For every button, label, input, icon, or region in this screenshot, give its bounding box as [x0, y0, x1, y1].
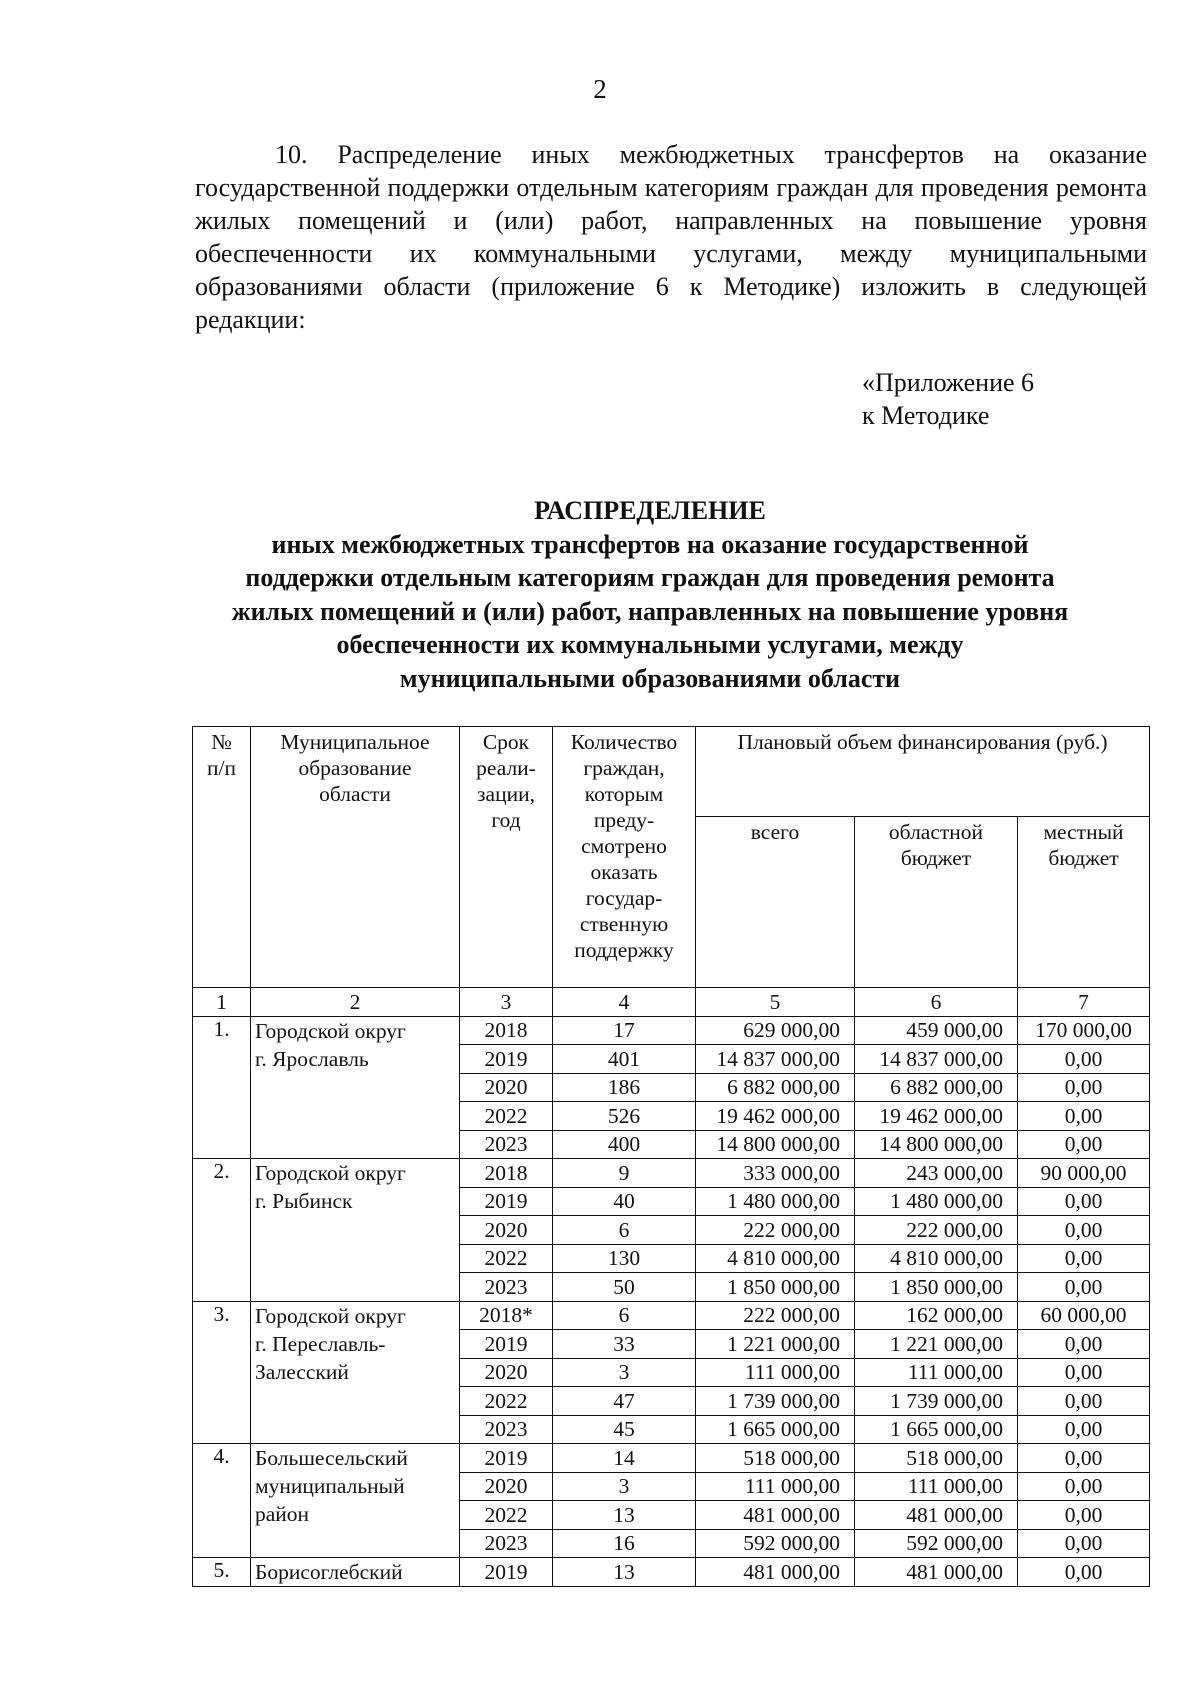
citizens-count-cell: 130 — [553, 1244, 696, 1273]
column-number: 1 — [193, 988, 251, 1017]
table-body — [193, 727, 1150, 1587]
regional-budget-cell: 592 000,00 — [855, 1529, 1018, 1558]
citizens-count-cell: 45 — [553, 1415, 696, 1444]
header-text: ственную — [579, 912, 669, 936]
year-cell: 2022 — [460, 1244, 553, 1273]
citizens-count-cell: 186 — [553, 1073, 696, 1102]
municipality-line: г. Переславль- — [255, 1331, 386, 1356]
title-line-2: иных межбюджетных трансфертов на оказание государственной — [271, 529, 1029, 559]
total-amount-cell: 14 800 000,00 — [696, 1130, 855, 1159]
year-cell: 2019 — [460, 1045, 553, 1074]
row-number: 4. — [193, 1444, 251, 1558]
year-cell: 2023 — [460, 1415, 553, 1444]
regional-budget-cell: 1 480 000,00 — [855, 1187, 1018, 1216]
regional-budget-cell: 162 000,00 — [855, 1301, 1018, 1330]
year-cell: 2022 — [460, 1501, 553, 1530]
header-count — [553, 727, 696, 988]
title-line-3: поддержки отдельным категориям граждан для проведения ремонта — [245, 563, 1055, 592]
header-text: Муниципальное — [280, 730, 430, 754]
citizens-count-cell: 401 — [553, 1045, 696, 1074]
row-number: 2. — [193, 1159, 251, 1302]
total-amount-cell: 592 000,00 — [696, 1529, 855, 1558]
column-number: 2 — [251, 988, 460, 1017]
regional-budget-cell: 19 462 000,00 — [855, 1102, 1018, 1131]
header-text: реали- — [476, 756, 536, 780]
municipality-line: Городской округ — [255, 1161, 406, 1185]
municipality-line: Городской округ — [255, 1303, 406, 1328]
municipality-line: Борисоглебский — [255, 1560, 403, 1584]
year-cell: 2023 — [460, 1529, 553, 1558]
intro-paragraph: 10. Распределение иных межбюджетных трансфертов на оказание государственной поддержки отдельным категориям граждан для проведения ремонта жилых помещений и (или) работ, направленных на повышение уровня обеспеченности их коммунальными услугами, между муниципальными образованиями области (приложение 6 к Методике) изложить в следующей редакции: — [195, 140, 1147, 334]
year-cell: 2022 — [460, 1102, 553, 1131]
total-amount-cell: 111 000,00 — [696, 1472, 855, 1501]
header-local — [1018, 817, 1150, 988]
year-cell: 2022 — [460, 1387, 553, 1416]
local-budget-cell: 0,00 — [1018, 1358, 1150, 1387]
year-cell: 2018* — [460, 1301, 553, 1330]
regional-budget-cell: 4 810 000,00 — [855, 1244, 1018, 1273]
local-budget-cell: 0,00 — [1018, 1073, 1150, 1102]
title-line-5: обеспеченности их коммунальными услугами, между — [336, 630, 964, 659]
total-amount-cell: 14 837 000,00 — [696, 1045, 855, 1074]
header-text: государ- — [585, 886, 663, 910]
year-cell: 2020 — [460, 1216, 553, 1245]
year-cell: 2019 — [460, 1444, 553, 1473]
citizens-count-cell: 3 — [553, 1358, 696, 1387]
local-budget-cell: 0,00 — [1018, 1102, 1150, 1131]
municipality-line: Городской округ — [255, 1018, 406, 1043]
year-cell: 2020 — [460, 1358, 553, 1387]
total-amount-cell: 19 462 000,00 — [696, 1102, 855, 1131]
local-budget-cell: 170 000,00 — [1018, 1016, 1150, 1045]
column-number-row — [193, 988, 1150, 1017]
title-line-1: РАСПРЕДЕЛЕНИЕ — [534, 496, 766, 525]
local-budget-cell: 0,00 — [1018, 1415, 1150, 1444]
local-budget-cell: 0,00 — [1018, 1444, 1150, 1473]
regional-budget-cell: 1 221 000,00 — [855, 1330, 1018, 1359]
total-amount-cell: 222 000,00 — [696, 1216, 855, 1245]
year-cell: 2018 — [460, 1016, 553, 1045]
year-cell: 2019 — [460, 1187, 553, 1216]
regional-budget-cell: 459 000,00 — [855, 1016, 1018, 1045]
page-number: 2 — [593, 74, 607, 104]
local-budget-cell: 0,00 — [1018, 1529, 1150, 1558]
regional-budget-cell: 1 850 000,00 — [855, 1273, 1018, 1302]
header-text: смотрено — [581, 834, 667, 858]
year-cell: 2020 — [460, 1073, 553, 1102]
header-text: области — [319, 782, 391, 806]
local-budget-cell: 90 000,00 — [1018, 1159, 1150, 1188]
total-amount-cell: 222 000,00 — [696, 1301, 855, 1330]
table-row — [193, 1444, 1150, 1473]
citizens-count-cell: 17 — [553, 1016, 696, 1045]
row-number: 1. — [193, 1016, 251, 1159]
year-cell: 2023 — [460, 1130, 553, 1159]
local-budget-cell: 0,00 — [1018, 1558, 1150, 1587]
year-cell: 2023 — [460, 1273, 553, 1302]
header-text: зации, — [477, 782, 535, 806]
regional-budget-cell: 1 665 000,00 — [855, 1415, 1018, 1444]
local-budget-cell: 0,00 — [1018, 1472, 1150, 1501]
column-number: 6 — [855, 988, 1018, 1017]
local-budget-cell: 0,00 — [1018, 1244, 1150, 1273]
citizens-count-cell: 526 — [553, 1102, 696, 1131]
header-text: областной — [888, 820, 984, 845]
citizens-count-cell: 6 — [553, 1216, 696, 1245]
citizens-count-cell: 9 — [553, 1159, 696, 1188]
municipality-name — [251, 1301, 460, 1444]
total-amount-cell: 111 000,00 — [696, 1358, 855, 1387]
column-number: 5 — [696, 988, 855, 1017]
year-cell: 2019 — [460, 1330, 553, 1359]
local-budget-cell: 60 000,00 — [1018, 1301, 1150, 1330]
column-number: 7 — [1018, 988, 1150, 1017]
citizens-count-cell: 40 — [553, 1187, 696, 1216]
header-text: поддержку — [574, 938, 674, 962]
row-number: 3. — [193, 1301, 251, 1444]
citizens-count-cell: 13 — [553, 1501, 696, 1530]
total-amount-cell: 333 000,00 — [696, 1159, 855, 1188]
column-number: 4 — [553, 988, 696, 1017]
regional-budget-cell: 14 837 000,00 — [855, 1045, 1018, 1074]
local-budget-cell: 0,00 — [1018, 1187, 1150, 1216]
municipality-line: Залесский — [255, 1359, 349, 1384]
citizens-count-cell: 14 — [553, 1444, 696, 1473]
header-text: Срок — [482, 730, 530, 754]
header-municipality — [251, 727, 460, 988]
header-text: которым — [584, 782, 664, 806]
document-title — [150, 494, 1150, 695]
header-num — [193, 727, 251, 988]
citizens-count-cell: 400 — [553, 1130, 696, 1159]
citizens-count-cell: 50 — [553, 1273, 696, 1302]
municipality-name — [251, 1444, 460, 1558]
local-budget-cell: 0,00 — [1018, 1330, 1150, 1359]
header-text: преду- — [593, 808, 655, 832]
header-text: граждан, — [583, 756, 665, 780]
citizens-count-cell: 33 — [553, 1330, 696, 1359]
title-line-4: жилых помещений и (или) работ, направленных на повышение уровня — [231, 596, 1069, 626]
total-amount-cell: 1 739 000,00 — [696, 1387, 855, 1416]
header-text: образование — [298, 756, 412, 780]
header-text: год — [491, 808, 521, 832]
total-amount-cell: 1 665 000,00 — [696, 1415, 855, 1444]
header-total: всего — [696, 817, 855, 988]
local-budget-cell: 0,00 — [1018, 1130, 1150, 1159]
header-regional — [855, 817, 1018, 988]
total-amount-cell: 629 000,00 — [696, 1016, 855, 1045]
local-budget-cell: 0,00 — [1018, 1216, 1150, 1245]
row-number: 5. — [193, 1558, 251, 1587]
total-amount-cell: 1 480 000,00 — [696, 1187, 855, 1216]
header-funding: Плановый объем финансирования (руб.) — [696, 727, 1150, 817]
citizens-count-cell: 6 — [553, 1301, 696, 1330]
regional-budget-cell: 6 882 000,00 — [855, 1073, 1018, 1102]
citizens-count-cell: 13 — [553, 1558, 696, 1587]
distribution-table — [192, 726, 1150, 1587]
header-text: № — [211, 730, 232, 754]
citizens-count-cell: 3 — [553, 1472, 696, 1501]
regional-budget-cell: 481 000,00 — [855, 1501, 1018, 1530]
municipality-name — [251, 1159, 460, 1302]
header-text: п/п — [207, 756, 236, 780]
header-text: оказать — [590, 860, 658, 884]
appendix-line-2: к Методике — [862, 401, 990, 430]
local-budget-cell: 0,00 — [1018, 1387, 1150, 1416]
local-budget-cell: 0,00 — [1018, 1501, 1150, 1530]
appendix-line-1: «Приложение 6 — [862, 368, 1035, 397]
year-cell: 2019 — [460, 1558, 553, 1587]
appendix-reference — [862, 366, 1034, 432]
total-amount-cell: 6 882 000,00 — [696, 1073, 855, 1102]
regional-budget-cell: 481 000,00 — [855, 1558, 1018, 1587]
regional-budget-cell: 243 000,00 — [855, 1159, 1018, 1188]
year-cell: 2020 — [460, 1472, 553, 1501]
table-row — [193, 1558, 1150, 1587]
regional-budget-cell: 1 739 000,00 — [855, 1387, 1018, 1416]
total-amount-cell: 518 000,00 — [696, 1444, 855, 1473]
regional-budget-cell: 111 000,00 — [855, 1472, 1018, 1501]
total-amount-cell: 481 000,00 — [696, 1558, 855, 1587]
citizens-count-cell: 47 — [553, 1387, 696, 1416]
municipality-line: г. Ярославль — [255, 1046, 369, 1071]
header-text: местный — [1043, 820, 1124, 845]
table-row — [193, 1159, 1150, 1188]
citizens-count-cell: 16 — [553, 1529, 696, 1558]
regional-budget-cell: 14 800 000,00 — [855, 1130, 1018, 1159]
total-amount-cell: 481 000,00 — [696, 1501, 855, 1530]
total-amount-cell: 4 810 000,00 — [696, 1244, 855, 1273]
local-budget-cell: 0,00 — [1018, 1273, 1150, 1302]
header-term — [460, 727, 553, 988]
total-amount-cell: 1 850 000,00 — [696, 1273, 855, 1302]
municipality-line: район — [255, 1502, 310, 1526]
title-line-6: муниципальными образованиями области — [399, 663, 901, 693]
municipality-name — [251, 1558, 460, 1587]
municipality-line: г. Рыбинск — [255, 1189, 353, 1213]
column-number: 3 — [460, 988, 553, 1017]
local-budget-cell: 0,00 — [1018, 1045, 1150, 1074]
header-text: бюджет — [900, 846, 972, 871]
municipality-line: Большесельский — [255, 1446, 408, 1470]
header-text: бюджет — [1048, 846, 1119, 871]
total-amount-cell: 1 221 000,00 — [696, 1330, 855, 1359]
municipality-line: муниципальный — [255, 1474, 405, 1498]
regional-budget-cell: 222 000,00 — [855, 1216, 1018, 1245]
header-text: Количество — [570, 730, 678, 754]
regional-budget-cell: 518 000,00 — [855, 1444, 1018, 1473]
table-row — [193, 1016, 1150, 1045]
regional-budget-cell: 111 000,00 — [855, 1358, 1018, 1387]
header-row-top — [193, 727, 1150, 817]
table-row — [193, 1301, 1150, 1330]
municipality-name — [251, 1016, 460, 1159]
year-cell: 2018 — [460, 1159, 553, 1188]
